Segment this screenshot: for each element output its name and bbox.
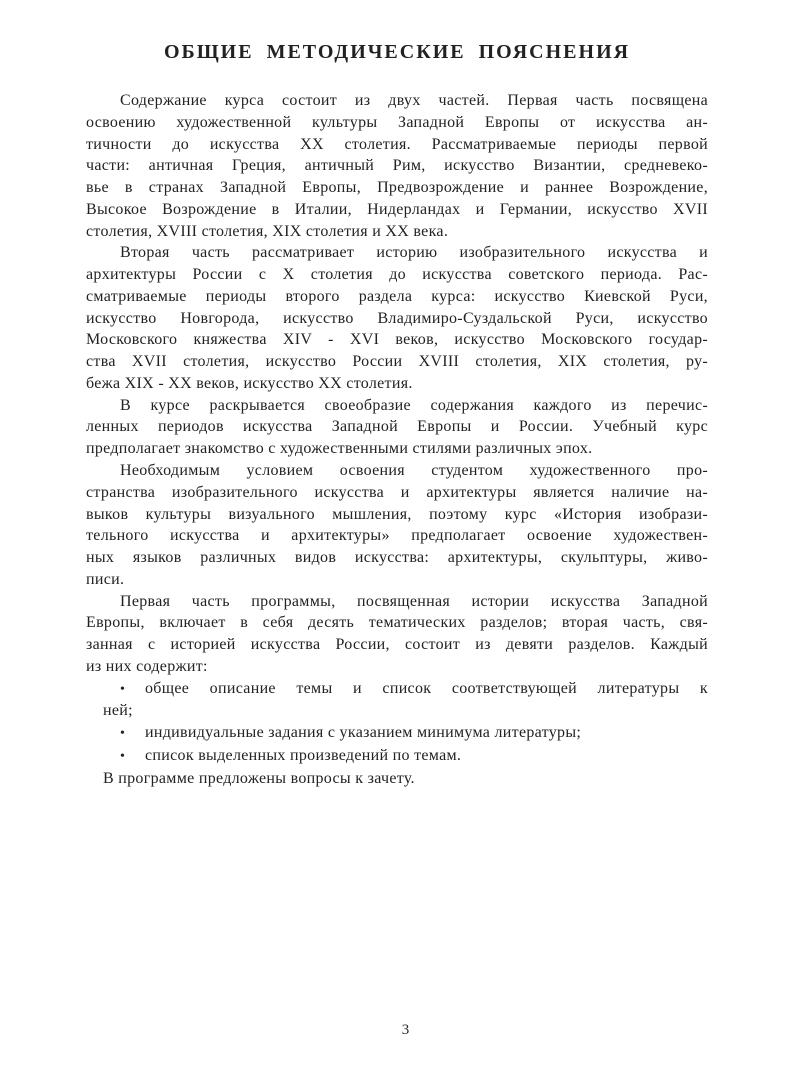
text-line: странства изобразительного искусства и архитектуры является наличие на-	[86, 483, 708, 501]
text-line: бежа XIX - XX веков, искусство XX столетия.	[86, 374, 413, 392]
paragraph	[86, 591, 708, 678]
text-line: Европы, включает в себя десять тематических разделов; вторая часть, свя-	[86, 614, 708, 632]
text-line: искусство Новгорода, искусство Владимиро-Суздальской Руси, искусство	[86, 309, 708, 327]
text-line: • общее описание темы и список соответствующей литературы к	[86, 678, 708, 701]
paragraph	[86, 395, 708, 460]
bullet-icon: •	[120, 748, 126, 764]
page-title: ОБЩИЕ МЕТОДИЧЕСКИЕ ПОЯСНЕНИЯ	[163, 41, 631, 63]
text-line: из них содержит:	[86, 657, 208, 675]
text-line: вье в странах Западной Европы, Предвозрождение и раннее Возрождение,	[86, 179, 708, 197]
text-line: сматриваемые периоды второго раздела курса: искусство Киевской Руси,	[86, 287, 708, 305]
text-line: Первая часть программы, посвященная истории искусства Западной	[120, 592, 708, 610]
bullet-list	[86, 678, 708, 768]
closing-line	[86, 768, 708, 790]
text-line: В программе предложены вопросы к зачету.	[103, 769, 415, 787]
text-line: тичности до искусства XX столетия. Рассматриваемые периоды первой	[86, 135, 708, 153]
text-line: Содержание курса состоит из двух частей. Первая часть посвящена	[120, 92, 708, 109]
text-line: писи.	[86, 570, 125, 588]
text-line: столетия, XVIII столетия, XIX столетия и XX века.	[86, 222, 449, 240]
text-line: части: античная Греция, античный Рим, искусство Византии, средневеко-	[86, 157, 708, 175]
text-line: тельного искусства и архитектуры» предполагает освоение художествен-	[86, 527, 708, 545]
page-number: 3	[401, 1022, 410, 1038]
text-line: выков культуры визуального мышления, поэтому курс «История изобрази-	[86, 505, 708, 523]
text-line: • индивидуальные задания с указанием минимума литературы;	[86, 722, 708, 745]
text-line: освоению художественной культуры Западной Европы от искусства ан-	[86, 113, 708, 131]
paragraph	[86, 242, 708, 394]
text-line: предполагает знакомство с художественными стилями различных эпох.	[86, 440, 593, 458]
bullet-icon: •	[120, 726, 126, 742]
text-line: Высокое Возрождение в Италии, Нидерландах и Германии, искусство XVII	[86, 200, 708, 218]
text-line: занная с историей искусства России, состоит из девяти разделов. Каждый	[86, 636, 708, 654]
text-line: архитектуры России с X столетия до искусства советского периода. Рас-	[86, 266, 708, 284]
text-line: • список выделенных произведений по темам.	[86, 745, 708, 768]
bullet-icon: •	[120, 681, 126, 697]
paragraph	[86, 90, 708, 242]
text-line: Московского княжества XIV - XVI веков, искусство Московского государ-	[86, 331, 708, 349]
text-line: Необходимым условием освоения студентом художественного про-	[120, 462, 708, 480]
text-line: ленных периодов искусства Западной Европы и России. Учебный курс	[86, 418, 708, 436]
text-line: ства XVII столетия, искусство России XVIII столетия, XIX столетия, ру-	[86, 353, 708, 371]
paragraph	[86, 460, 708, 591]
document-body	[86, 90, 708, 790]
text-line: ных языков различных видов искусства: архитектуры, скульптуры, живо-	[86, 549, 708, 567]
text-line: Вторая часть рассматривает историю изобразительного искусства и	[120, 244, 708, 262]
text-line: В курсе раскрывается своеобразие содержания каждого из перечис-	[120, 396, 708, 414]
text-line: ней;	[103, 702, 133, 720]
